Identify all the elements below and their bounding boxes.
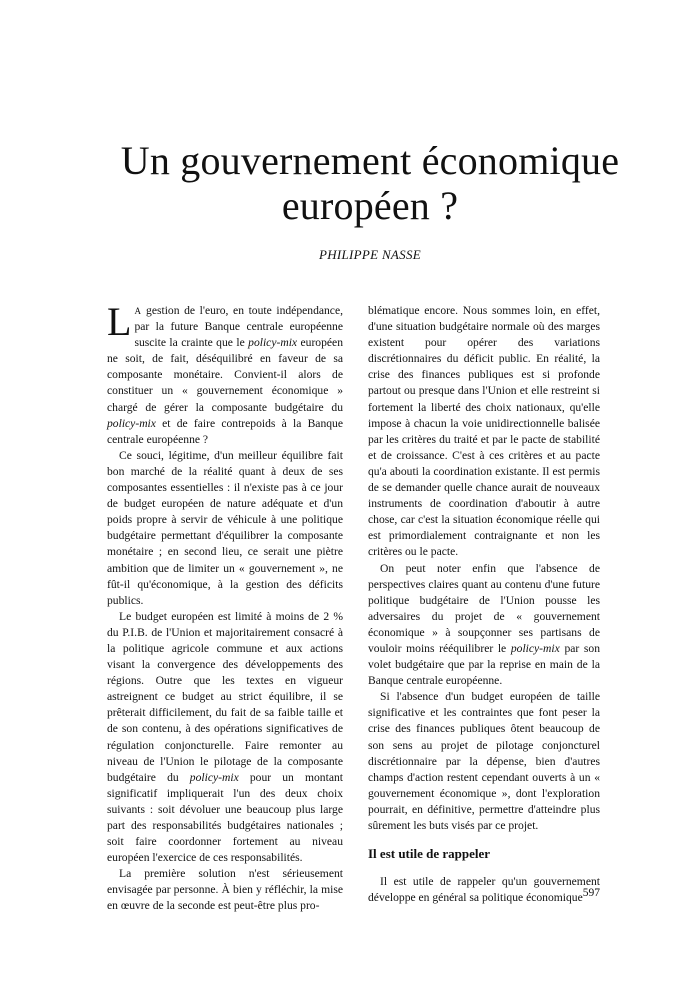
text-run: On peut noter enfin que l'absence de perspectives claires quant au contenu d'une future politique budgétaire de l'Union pousse les adversaires du projet de « gouvernement économique » à soupçonner ses partisans de vouloir moins rééquilibrer le — [368, 561, 600, 655]
drop-cap: L — [107, 299, 132, 344]
paragraph — [368, 561, 600, 690]
text-run: et de faire contrepoids à la Banque centrale européenne ? — [107, 416, 343, 446]
emphasis: policy-mix — [189, 770, 239, 784]
text-run: gestion de l'euro, en toute indépendance, par la future Banque centrale européenne suscite la crainte que le — [134, 304, 343, 350]
right-column — [368, 303, 600, 906]
paragraph-intro — [107, 299, 343, 448]
paragraph: La première solution n'est sérieusement envisagée par personne. À bien y réfléchir, la mise en œuvre de la seconde est peut-être plus pro- — [107, 867, 343, 913]
paragraph-continued: blématique encore. Nous sommes loin, en effet, d'une situation budgétaire normale où des marges existent pour opérer des variations discrétionnaires du déficit public. En réalité, la crise des finances publiques est si profonde partout ou presque dans l'Union et elle restreint si fortement la liberté des choix nationaux, qu'elle impose à chacun la voie unidirectionnelle balisée par les critères du traité et par le pacte de stabilité et de croissance. C'est à ces critères et au pacte qu'a abouti la coordination existante. Il est permis de se demander quelle chance aurait de nouveaux instruments de coordination d'aboutir à autre chose, car c'est la situation économique réelle qui est primordialement contraignante et non les critères ou le pacte. — [368, 304, 600, 559]
article-title — [90, 138, 650, 228]
author-name: PHILIPPE NASSE — [318, 247, 422, 262]
text-run: européen ne soit, de fait, déséquilibré en faveur de sa composante monétaire. Convient-il alors de constituer un « gouvernement économique » chargé de gérer la composante budgétaire du — [107, 336, 343, 414]
emphasis: policy-mix — [248, 336, 298, 350]
title-line-2: européen ? — [281, 183, 459, 228]
page-number: 597 — [582, 887, 600, 899]
title-line-1: Un gouvernement économique — [120, 138, 620, 183]
text-run: Le budget européen est limité à moins de 2 % du P.I.B. de l'Union et majoritairement consacré à la politique agricole commune et aux actions visant la convergence des développements des régions. Outre que les textes en vigueur astreignent ce budget au strict équilibre, il se prêterait difficilement, du fait de sa faible taille et de son contenu, à des opérations significatives de régulation conjoncturelle. Faire remonter au niveau de l'Union le pilotage de la composante budgétaire du — [107, 609, 343, 784]
emphasis: policy-mix — [107, 416, 156, 430]
small-cap: A — [134, 306, 142, 316]
emphasis: policy-mix — [510, 641, 560, 655]
left-column — [107, 299, 343, 915]
text-run: par son volet budgétaire que par la reprise en main de la Banque centrale européenne. — [368, 641, 600, 688]
paragraph: Si l'absence d'un budget européen de taille significative et les contraintes que font peser la crise des finances publiques ôtent beaucoup de son sens au projet de pilotage conjoncturel discrétionnaire par la dépense, bien d'autres champs d'action restent cependant ouverts à un « gouvernement économique », dont l'exploration pourrait, en définitive, permettre d'atteindre plus sûrement les buts visés par ce projet. — [368, 690, 600, 832]
section-heading: Il est utile de rappeler — [368, 846, 491, 862]
text-run: pour un montant significatif impliquerait l'un des deux choix suivants : soit dévoluer une beaucoup plus large part des responsabilités budgétaires nationales ; soit faire coordonner fortement au niveau européen l'exercice de ces responsabilités. — [107, 770, 343, 865]
paragraph: Il est utile de rappeler qu'un gouvernement développe en général sa politique économique — [368, 875, 600, 905]
paragraph — [107, 609, 343, 867]
paragraph: Ce souci, légitime, d'un meilleur équilibre fait bon marché de la réalité quant à deux de ses composantes essentielles : il n'existe pas à ce jour de budget européen de nature adéquate et d'un poids propre à servir de véhicule à une politique budgétaire permettant d'équilibrer la composante monétaire ; en second lieu, ce serait une piètre ambition que de limiter un « gouvernement », ne fût-il qu'économique, à la gestion des déficits publics. — [107, 448, 343, 607]
